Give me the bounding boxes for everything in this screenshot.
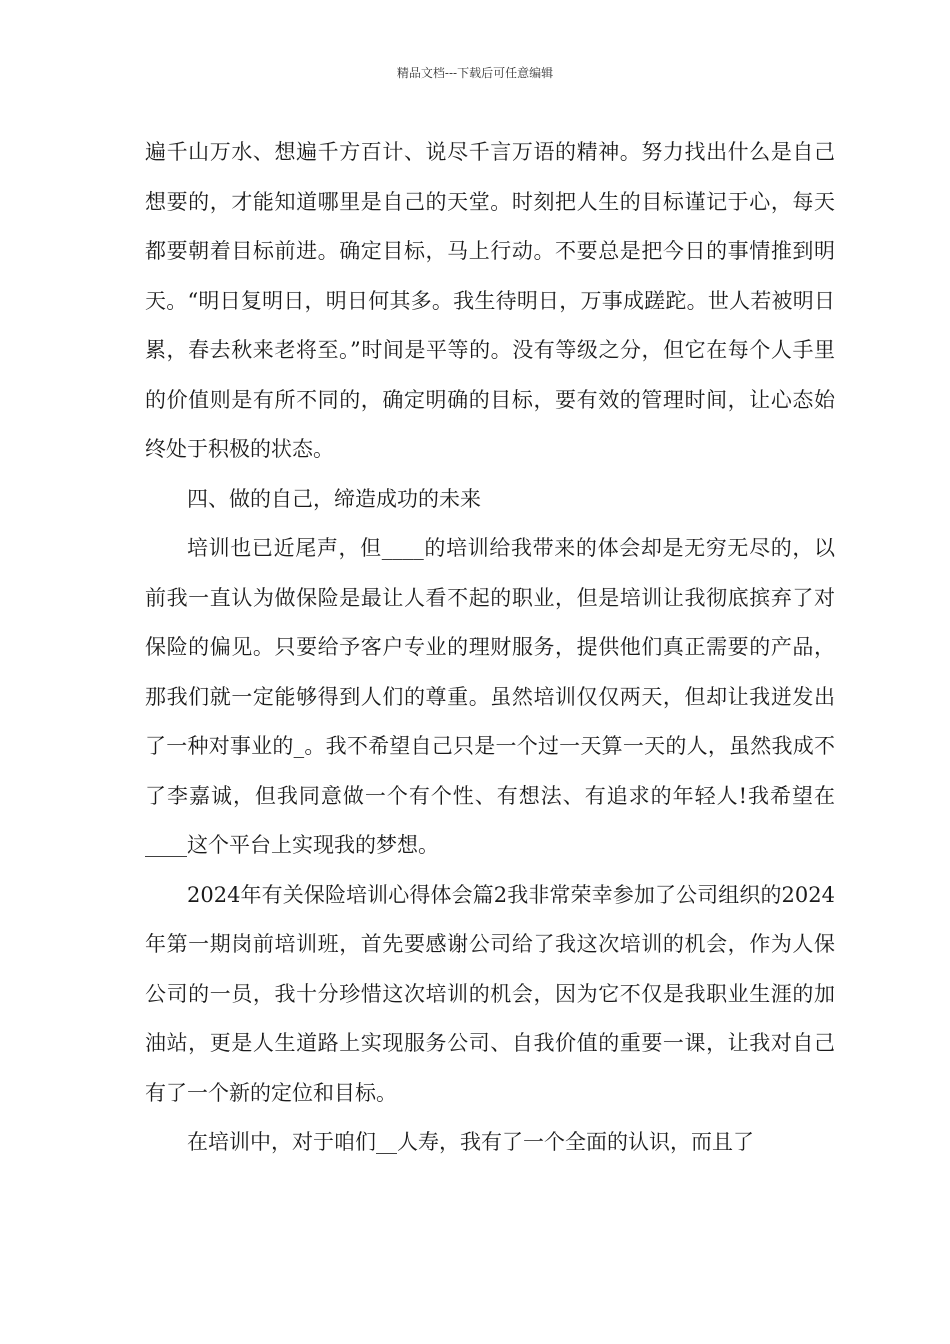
section-heading-four: 四、做的自己，缔造成功的未来: [187, 486, 481, 511]
document-body: [145, 128, 835, 1168]
paragraph-time-management: 遍千山万水、想遍千方百计、说尽千言万语的精神。努力找出什么是自己想要的，才能知道哪里是自己的天堂。时刻把人生的目标谨记于心，每天都要朝着目标前进。确定目标，马上行动。不要总是把今日的事情推到明天。“明日复明日，明日何其多。我生待明日，万事成蹉跎。世人若被明日累，春去秋来老将至。”时间是平等的。没有等级之分，但它在每个人手里的价值则是有所不同的，确定明确的目标，要有效的管理时间，让心态始终处于积极的状态。: [145, 140, 835, 461]
paragraph-article-two-intro: 2024年有关保险培训心得体会篇2我非常荣幸参加了公司组织的2024年第一期岗前培训班，首先要感谢公司给了我这次培训的机会，作为人保公司的一员，我十分珍惜这次培训的机会，因为它不仅是我职业生涯的加油站，更是人生道路上实现服务公司、自我价值的重要一课，让我对自己有了一个新的定位和目标。: [145, 882, 835, 1105]
paragraph-training-content: 在培训中，对于咱们__人寿，我有了一个全面的认识，而且了: [187, 1130, 754, 1154]
paragraph-training-end: 培训也已近尾声，但____的培训给我带来的体会却是无穷无尽的，以前我一直认为做保险是最让人看不起的职业，但是培训让我彻底摈弃了对保险的偏见。只要给予客户专业的理财服务，提供他们真正需要的产品，那我们就一定能够得到人们的尊重。虽然培训仅仅两天，但却让我迸发出了一种对事业的_。我不希望自己只是一个过一天算一天的人，虽然我成不了李嘉诚，但我同意做一个有个性、有想法、有追求的年轻人!我希望在____这个平台上实现我的梦想。: [145, 536, 835, 857]
page-header: 精品文档---下载后可任意编辑: [396, 66, 554, 80]
